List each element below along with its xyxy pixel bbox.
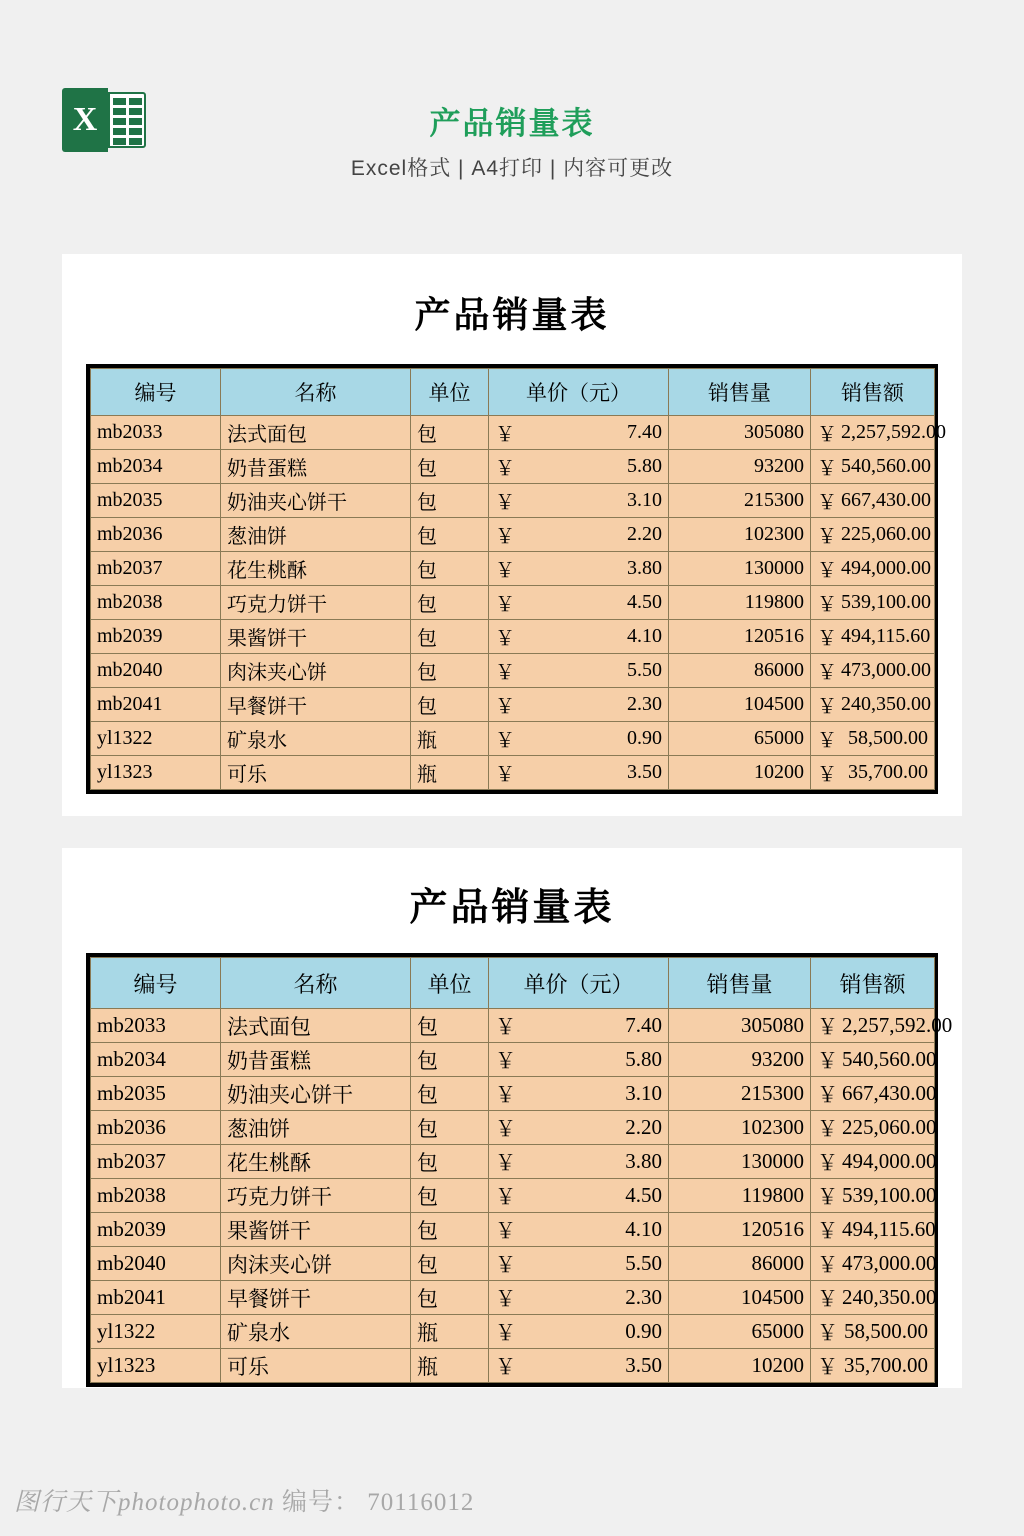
cell-name[interactable]: 奶昔蛋糕 — [221, 450, 411, 484]
amount-value: 540,560.00 — [842, 1047, 937, 1071]
price-value: 4.10 — [627, 625, 662, 647]
cell-id[interactable]: mb2041 — [91, 688, 221, 722]
cell-unit[interactable]: 瓶 — [411, 756, 489, 790]
currency-symbol: ￥ — [495, 560, 515, 582]
table-row[interactable] — [91, 1213, 935, 1247]
cell-amount[interactable] — [811, 450, 935, 484]
cell-amount[interactable] — [811, 518, 935, 552]
cell-price[interactable] — [489, 620, 669, 654]
footer-watermark — [0, 1482, 1024, 1522]
amount-value: 540,560.00 — [841, 455, 931, 477]
cell-amount[interactable] — [811, 1077, 935, 1111]
cell-amount[interactable] — [811, 1315, 935, 1349]
currency-symbol: ￥ — [495, 1184, 516, 1209]
amount-value: 35,700.00 — [848, 761, 928, 783]
col-header-unit-2: 单位 — [411, 958, 489, 1009]
table-body-1 — [91, 416, 946, 790]
price-value: 0.90 — [625, 1319, 662, 1343]
cell-quantity[interactable]: 215300 — [669, 1077, 811, 1111]
cell-amount[interactable] — [811, 654, 935, 688]
cell-price[interactable] — [489, 552, 669, 586]
table-row[interactable] — [91, 484, 935, 518]
price-value: 0.90 — [627, 727, 662, 749]
price-value: 3.80 — [627, 557, 662, 579]
cell-price[interactable] — [489, 756, 669, 790]
cell-unit[interactable]: 瓶 — [411, 722, 489, 756]
table-row[interactable] — [91, 654, 935, 688]
sheet-title: 产品销量表 — [414, 295, 610, 335]
currency-symbol: ￥ — [817, 560, 837, 582]
currency-symbol: ￥ — [817, 1320, 838, 1345]
price-value: 3.50 — [627, 761, 662, 783]
cell-price[interactable] — [489, 586, 669, 620]
cell-price[interactable] — [489, 654, 669, 688]
currency-symbol: ￥ — [817, 730, 837, 752]
table-row[interactable] — [91, 518, 935, 552]
currency-symbol: ￥ — [817, 1218, 838, 1243]
table-row[interactable] — [91, 416, 935, 450]
cell-amount[interactable] — [811, 484, 935, 518]
cell-amount[interactable] — [811, 1349, 935, 1383]
price-value: 4.10 — [625, 1217, 662, 1241]
cell-name[interactable]: 奶油夹心饼干 — [221, 484, 411, 518]
table-header-row — [91, 369, 935, 416]
cell-id[interactable]: yl1323 — [91, 756, 221, 790]
currency-symbol: ￥ — [817, 458, 837, 480]
table-row[interactable] — [91, 722, 935, 756]
currency-symbol: ￥ — [817, 526, 837, 548]
currency-symbol: ￥ — [495, 1082, 516, 1107]
cell-unit[interactable]: 包 — [411, 620, 489, 654]
cell-name[interactable]: 奶油夹心饼干 — [221, 1077, 411, 1111]
amount-value: 539,100.00 — [842, 1183, 937, 1207]
amount-value: 58,500.00 — [844, 1319, 928, 1343]
currency-symbol: ￥ — [495, 1252, 516, 1277]
cell-unit[interactable]: 包 — [411, 1009, 489, 1043]
table-row[interactable] — [91, 1111, 935, 1145]
currency-symbol: ￥ — [817, 1354, 838, 1379]
table-row[interactable] — [91, 552, 935, 586]
cell-id[interactable]: mb2038 — [91, 586, 221, 620]
cell-unit[interactable]: 包 — [411, 654, 489, 688]
cell-name[interactable]: 法式面包 — [221, 416, 411, 450]
currency-symbol: ￥ — [817, 1082, 838, 1107]
page-subtitle: Excel格式 | A4打印 | 内容可更改 — [350, 157, 674, 180]
cell-amount[interactable] — [811, 1043, 935, 1077]
price-value: 5.80 — [627, 455, 662, 477]
cell-amount[interactable] — [811, 722, 935, 756]
currency-symbol: ￥ — [817, 764, 837, 786]
cell-quantity[interactable]: 86000 — [669, 1247, 811, 1281]
cell-amount[interactable] — [811, 756, 935, 790]
amount-value: 667,430.00 — [841, 489, 931, 511]
logo-x-letter: X — [72, 101, 98, 138]
cell-id[interactable]: mb2033 — [91, 416, 221, 450]
price-value: 5.50 — [627, 659, 662, 681]
cell-price[interactable] — [489, 450, 669, 484]
cell-quantity[interactable]: 305080 — [669, 416, 811, 450]
cell-amount[interactable] — [811, 416, 946, 450]
cell-price[interactable] — [489, 518, 669, 552]
col-header-name-2: 名称 — [221, 958, 411, 1009]
currency-symbol: ￥ — [495, 1150, 516, 1175]
amount-value: 58,500.00 — [848, 727, 928, 749]
cell-price[interactable] — [489, 688, 669, 722]
cell-unit[interactable]: 瓶 — [411, 1315, 489, 1349]
col-header-price-2: 单价（元） — [489, 958, 669, 1009]
col-header-price: 单价（元） — [489, 369, 669, 416]
cell-unit[interactable]: 瓶 — [411, 1349, 489, 1383]
cell-name[interactable]: 花生桃酥 — [221, 552, 411, 586]
currency-symbol: ￥ — [495, 730, 515, 752]
cell-id[interactable]: mb2035 — [91, 1077, 221, 1111]
cell-name[interactable]: 肉沫夹心饼 — [221, 1247, 411, 1281]
cell-name[interactable]: 葱油饼 — [221, 518, 411, 552]
cell-id[interactable]: mb2039 — [91, 1213, 221, 1247]
price-value: 3.10 — [625, 1081, 662, 1105]
table-row[interactable] — [91, 756, 935, 790]
cell-unit[interactable]: 包 — [411, 688, 489, 722]
cell-name[interactable]: 法式面包 — [221, 1009, 411, 1043]
amount-value: 539,100.00 — [841, 591, 931, 613]
cell-quantity[interactable]: 130000 — [669, 552, 811, 586]
cell-unit[interactable]: 包 — [411, 1111, 489, 1145]
price-value: 7.40 — [627, 421, 662, 443]
cell-id[interactable]: mb2035 — [91, 484, 221, 518]
cell-id[interactable]: mb2034 — [91, 1043, 221, 1077]
col-header-id-2: 编号 — [91, 958, 221, 1009]
cell-amount[interactable] — [811, 1145, 935, 1179]
cell-id[interactable]: mb2033 — [91, 1009, 221, 1043]
cell-name[interactable]: 巧克力饼干 — [221, 586, 411, 620]
currency-symbol: ￥ — [817, 1184, 838, 1209]
cell-unit[interactable]: 包 — [411, 1077, 489, 1111]
cell-unit[interactable]: 包 — [411, 1213, 489, 1247]
cell-price[interactable] — [489, 1179, 669, 1213]
cell-quantity[interactable]: 130000 — [669, 1145, 811, 1179]
cell-name[interactable]: 可乐 — [221, 756, 411, 790]
col-header-amount: 销售额 — [811, 369, 935, 416]
cell-name[interactable]: 葱油饼 — [221, 1111, 411, 1145]
cell-unit[interactable]: 包 — [411, 1043, 489, 1077]
currency-symbol: ￥ — [495, 1116, 516, 1141]
amount-value: 240,350.00 — [841, 693, 931, 715]
currency-symbol: ￥ — [495, 492, 515, 514]
price-value: 4.50 — [627, 591, 662, 613]
cell-amount[interactable] — [811, 1179, 935, 1213]
price-value: 3.80 — [625, 1149, 662, 1173]
table-row[interactable] — [91, 1349, 935, 1383]
cell-id[interactable]: mb2038 — [91, 1179, 221, 1213]
price-value: 3.50 — [625, 1353, 662, 1377]
amount-value: 2,257,592.00 — [841, 421, 946, 443]
cell-unit[interactable]: 包 — [411, 450, 489, 484]
cell-quantity[interactable]: 65000 — [669, 1315, 811, 1349]
cell-id[interactable]: mb2040 — [91, 1247, 221, 1281]
cell-amount[interactable] — [811, 586, 935, 620]
cell-quantity[interactable]: 104500 — [669, 688, 811, 722]
amount-value: 2,257,592.00 — [842, 1013, 953, 1037]
currency-symbol: ￥ — [495, 764, 515, 786]
table-row[interactable] — [91, 1043, 935, 1077]
price-value: 7.40 — [625, 1013, 662, 1037]
table-row[interactable] — [91, 586, 935, 620]
table-row[interactable] — [91, 1009, 935, 1043]
cell-quantity[interactable]: 215300 — [669, 484, 811, 518]
currency-symbol: ￥ — [495, 424, 515, 446]
table-row[interactable] — [91, 1077, 935, 1111]
amount-value: 494,115.60 — [842, 1217, 936, 1241]
cell-name[interactable]: 果酱饼干 — [221, 620, 411, 654]
footer-id-label: 编号： — [282, 1489, 361, 1516]
col-header-qty: 销售量 — [669, 369, 811, 416]
cell-name[interactable]: 巧克力饼干 — [221, 1179, 411, 1213]
currency-symbol: ￥ — [817, 594, 837, 616]
currency-symbol: ￥ — [495, 696, 515, 718]
cell-price[interactable] — [489, 484, 669, 518]
currency-symbol: ￥ — [817, 1014, 838, 1039]
table-row[interactable] — [91, 1179, 935, 1213]
price-value: 2.20 — [627, 523, 662, 545]
cell-unit[interactable]: 包 — [411, 1281, 489, 1315]
currency-symbol: ￥ — [495, 1354, 516, 1379]
col-header-amount-2: 销售额 — [811, 958, 935, 1009]
cell-unit[interactable]: 包 — [411, 1145, 489, 1179]
cell-name[interactable]: 奶昔蛋糕 — [221, 1043, 411, 1077]
cell-price[interactable] — [489, 1145, 669, 1179]
table-header-row-2 — [91, 958, 935, 1009]
currency-symbol: ￥ — [817, 424, 837, 446]
amount-value: 494,115.60 — [841, 625, 931, 647]
cell-quantity[interactable]: 102300 — [669, 518, 811, 552]
currency-symbol: ￥ — [495, 526, 515, 548]
cell-amount[interactable] — [811, 1247, 935, 1281]
cell-quantity[interactable]: 119800 — [669, 586, 811, 620]
cell-price[interactable] — [489, 1043, 669, 1077]
col-header-unit: 单位 — [411, 369, 489, 416]
currency-symbol: ￥ — [817, 1048, 838, 1073]
cell-amount[interactable] — [811, 620, 935, 654]
cell-quantity[interactable]: 93200 — [669, 450, 811, 484]
price-value: 3.10 — [627, 489, 662, 511]
currency-symbol: ￥ — [495, 1218, 516, 1243]
cell-id[interactable]: mb2037 — [91, 552, 221, 586]
cell-name[interactable]: 矿泉水 — [221, 1315, 411, 1349]
footer-id-value: 70116012 — [367, 1489, 475, 1516]
amount-value: 667,430.00 — [842, 1081, 937, 1105]
cell-quantity[interactable]: 120516 — [669, 620, 811, 654]
cell-id[interactable]: yl1323 — [91, 1349, 221, 1383]
currency-symbol: ￥ — [495, 1286, 516, 1311]
currency-symbol: ￥ — [817, 628, 837, 650]
cell-quantity[interactable]: 93200 — [669, 1043, 811, 1077]
currency-symbol: ￥ — [495, 1014, 516, 1039]
currency-symbol: ￥ — [817, 1252, 838, 1277]
cell-name[interactable]: 果酱饼干 — [221, 1213, 411, 1247]
cell-price[interactable] — [489, 1077, 669, 1111]
col-header-id: 编号 — [91, 369, 221, 416]
price-value: 2.20 — [625, 1115, 662, 1139]
table-row[interactable] — [91, 620, 935, 654]
currency-symbol: ￥ — [495, 628, 515, 650]
cell-unit[interactable]: 包 — [411, 484, 489, 518]
cell-price[interactable] — [489, 1315, 669, 1349]
sheet-preview-1 — [62, 254, 962, 816]
cell-id[interactable]: yl1322 — [91, 722, 221, 756]
col-header-qty-2: 销售量 — [669, 958, 811, 1009]
cell-id[interactable]: mb2039 — [91, 620, 221, 654]
footer-site: 图行天下photophoto.cn — [14, 1489, 275, 1516]
cell-unit[interactable]: 包 — [411, 416, 489, 450]
cell-unit[interactable]: 包 — [411, 1179, 489, 1213]
cell-price[interactable] — [489, 1009, 669, 1043]
amount-value: 240,350.00 — [842, 1285, 937, 1309]
amount-value: 225,060.00 — [841, 523, 931, 545]
cell-name[interactable]: 早餐饼干 — [221, 1281, 411, 1315]
cell-quantity[interactable]: 65000 — [669, 722, 811, 756]
currency-symbol: ￥ — [817, 492, 837, 514]
currency-symbol: ￥ — [495, 662, 515, 684]
cell-price[interactable] — [489, 722, 669, 756]
cell-name[interactable]: 早餐饼干 — [221, 688, 411, 722]
cell-amount[interactable] — [811, 1111, 935, 1145]
cell-id[interactable]: yl1322 — [91, 1315, 221, 1349]
currency-symbol: ￥ — [817, 662, 837, 684]
cell-unit[interactable]: 包 — [411, 552, 489, 586]
page-header — [0, 0, 1024, 210]
cell-amount[interactable] — [811, 688, 935, 722]
footer-text — [14, 1482, 474, 1518]
table-row[interactable] — [91, 1315, 935, 1349]
cell-quantity[interactable]: 10200 — [669, 756, 811, 790]
currency-symbol: ￥ — [495, 1048, 516, 1073]
cell-quantity[interactable]: 305080 — [669, 1009, 811, 1043]
cell-name[interactable]: 花生桃酥 — [221, 1145, 411, 1179]
cell-amount[interactable] — [811, 552, 935, 586]
cell-name[interactable]: 矿泉水 — [221, 722, 411, 756]
sheet-preview-2 — [62, 848, 962, 1388]
currency-symbol: ￥ — [817, 696, 837, 718]
cell-amount[interactable] — [811, 1281, 935, 1315]
cell-id[interactable]: mb2037 — [91, 1145, 221, 1179]
amount-value: 225,060.00 — [842, 1115, 937, 1139]
col-header-name: 名称 — [221, 369, 411, 416]
currency-symbol: ￥ — [817, 1116, 838, 1141]
cell-quantity[interactable]: 119800 — [669, 1179, 811, 1213]
amount-value: 494,000.00 — [841, 557, 931, 579]
page-title: 产品销量表 — [429, 106, 595, 141]
table-body-2 — [91, 1009, 953, 1383]
price-value: 5.80 — [625, 1047, 662, 1071]
table-row[interactable] — [91, 1247, 935, 1281]
cell-price[interactable] — [489, 1281, 669, 1315]
cell-price[interactable] — [489, 1349, 669, 1383]
amount-value: 494,000.00 — [842, 1149, 937, 1173]
cell-name[interactable]: 肉沫夹心饼 — [221, 654, 411, 688]
cell-name[interactable]: 可乐 — [221, 1349, 411, 1383]
cell-unit[interactable]: 包 — [411, 586, 489, 620]
cell-price[interactable] — [489, 1247, 669, 1281]
sales-table-container-2 — [86, 953, 953, 1387]
cell-amount[interactable] — [811, 1009, 953, 1043]
table-row[interactable] — [91, 450, 935, 484]
price-value: 4.50 — [625, 1183, 662, 1207]
currency-symbol: ￥ — [495, 458, 515, 480]
cell-price[interactable] — [489, 416, 669, 450]
table-row[interactable] — [91, 688, 935, 722]
cell-quantity[interactable]: 102300 — [669, 1111, 811, 1145]
price-value: 2.30 — [625, 1285, 662, 1309]
currency-symbol: ￥ — [495, 594, 515, 616]
cell-id[interactable]: mb2041 — [91, 1281, 221, 1315]
sheet-title-2: 产品销量表 — [409, 887, 615, 929]
currency-symbol: ￥ — [817, 1286, 838, 1311]
amount-value: 35,700.00 — [844, 1353, 928, 1377]
table-row[interactable] — [91, 1281, 935, 1315]
table-row[interactable] — [91, 1145, 935, 1179]
cell-price[interactable] — [489, 1213, 669, 1247]
amount-value: 473,000.00 — [841, 659, 931, 681]
amount-value: 473,000.00 — [842, 1251, 937, 1275]
sales-table-2 — [90, 957, 953, 1383]
sales-table — [90, 368, 946, 790]
cell-quantity[interactable]: 120516 — [669, 1213, 811, 1247]
cell-quantity[interactable]: 86000 — [669, 654, 811, 688]
cell-unit[interactable]: 包 — [411, 518, 489, 552]
cell-id[interactable]: mb2040 — [91, 654, 221, 688]
cell-id[interactable]: mb2034 — [91, 450, 221, 484]
cell-unit[interactable]: 包 — [411, 1247, 489, 1281]
currency-symbol: ￥ — [817, 1150, 838, 1175]
cell-id[interactable]: mb2036 — [91, 518, 221, 552]
cell-price[interactable] — [489, 1111, 669, 1145]
sales-table-container — [86, 364, 946, 794]
cell-amount[interactable] — [811, 1213, 935, 1247]
price-value: 2.30 — [627, 693, 662, 715]
cell-id[interactable]: mb2036 — [91, 1111, 221, 1145]
cell-quantity[interactable]: 10200 — [669, 1349, 811, 1383]
currency-symbol: ￥ — [495, 1320, 516, 1345]
price-value: 5.50 — [625, 1251, 662, 1275]
cell-quantity[interactable]: 104500 — [669, 1281, 811, 1315]
